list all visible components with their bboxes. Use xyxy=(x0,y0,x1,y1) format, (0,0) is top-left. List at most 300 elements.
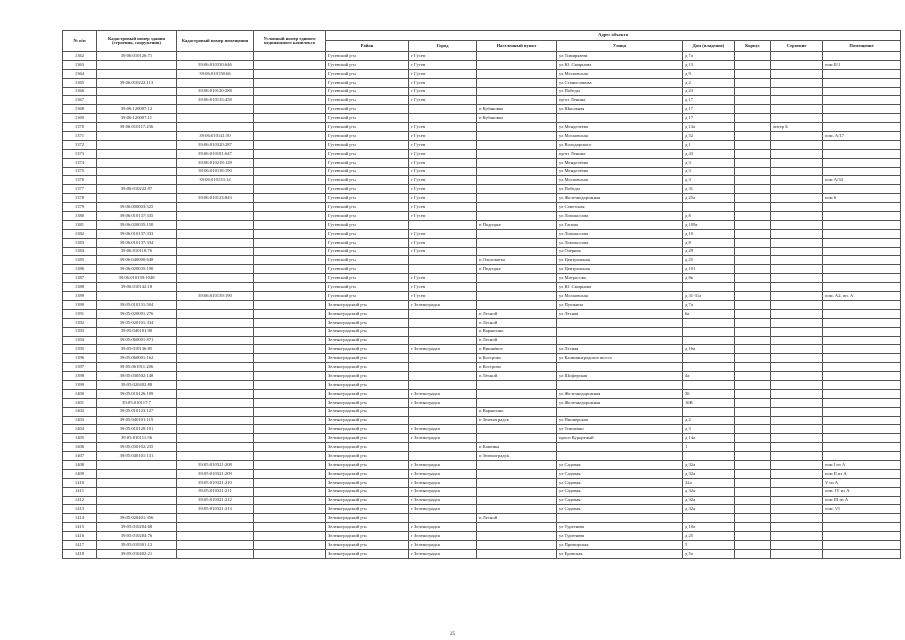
cell-room xyxy=(823,140,901,149)
cell-building-cad xyxy=(97,167,177,176)
cell-house: д 29 xyxy=(683,247,735,256)
cell-corpus xyxy=(735,363,771,372)
cell-room xyxy=(823,105,901,114)
table-row xyxy=(63,389,901,398)
cell-street: прoсп Курортный xyxy=(557,434,683,443)
cell-room-cad xyxy=(177,265,254,274)
cell-district: Гусевский р-н xyxy=(326,167,409,176)
cell-city: г Гусев xyxy=(409,229,477,238)
cell-num: 1366 xyxy=(63,87,97,96)
cell-street: ул Центральная xyxy=(557,256,683,265)
cell-house: д 13 xyxy=(683,60,735,69)
cell-room: пом II из А xyxy=(823,469,901,478)
cell-room-cad: 39:05:010321:209 xyxy=(177,469,254,478)
cell-building xyxy=(771,469,823,478)
cell-complex xyxy=(254,105,326,114)
cell-num: 1367 xyxy=(63,96,97,105)
cell-house: д 2 xyxy=(683,78,735,87)
cell-house: д 10а xyxy=(683,523,735,532)
cell-district: Гусевский р-н xyxy=(326,229,409,238)
cell-city: г Гусев xyxy=(409,149,477,158)
table-row xyxy=(63,469,901,478)
cell-room xyxy=(823,363,901,372)
cell-building-cad: 39:06:120007:12 xyxy=(97,105,177,114)
cell-street: ул Тургенева xyxy=(557,532,683,541)
cell-building-cad xyxy=(97,469,177,478)
cell-locality xyxy=(477,123,557,132)
cell-street xyxy=(557,407,683,416)
cell-building xyxy=(771,203,823,212)
cell-complex xyxy=(254,487,326,496)
cell-district: Зеленоградский р-н xyxy=(326,505,409,514)
cell-building-cad xyxy=(97,96,177,105)
cell-district: Гусевский р-н xyxy=(326,149,409,158)
cell-num: 1363 xyxy=(63,60,97,69)
cell-building xyxy=(771,212,823,221)
cell-district: Гусевский р-н xyxy=(326,185,409,194)
cell-city xyxy=(409,265,477,274)
col-city-header: Город xyxy=(409,41,477,52)
cell-district: Зеленоградский р-н xyxy=(326,434,409,443)
cell-room-cad xyxy=(177,203,254,212)
cell-room-cad: 39:06:010118:190 xyxy=(177,167,254,176)
cell-building xyxy=(771,407,823,416)
cell-street: ул Победы xyxy=(557,185,683,194)
cell-locality xyxy=(477,149,557,158)
cell-house: д 5а xyxy=(683,549,735,558)
cell-locality: п Лесной xyxy=(477,336,557,345)
cell-complex xyxy=(254,158,326,167)
cell-house xyxy=(683,203,735,212)
cell-num: 1368 xyxy=(63,105,97,114)
cell-street: пр-кт Ленина xyxy=(557,96,683,105)
col-building-cad-header: Кадастровый номер здания (строения, сооружения) xyxy=(97,31,177,52)
cell-building xyxy=(771,60,823,69)
cell-num: 1372 xyxy=(63,140,97,149)
cell-building xyxy=(771,105,823,114)
table-row xyxy=(63,185,901,194)
cell-room xyxy=(823,354,901,363)
cell-district: Гусевский р-н xyxy=(326,256,409,265)
cell-complex xyxy=(254,309,326,318)
cell-corpus xyxy=(735,185,771,194)
cell-complex xyxy=(254,292,326,301)
cell-building xyxy=(771,96,823,105)
cell-corpus xyxy=(735,469,771,478)
cell-building xyxy=(771,460,823,469)
cell-room-cad xyxy=(177,105,254,114)
cell-complex xyxy=(254,549,326,558)
cell-street: ул Московская xyxy=(557,292,683,301)
cell-room-cad: 39:06:010120:288 xyxy=(177,87,254,96)
cell-city: г Зеленоградск xyxy=(409,523,477,532)
cell-district: Зеленоградский р-н xyxy=(326,443,409,452)
table-row xyxy=(63,274,901,283)
cell-district: Гусевский р-н xyxy=(326,114,409,123)
cell-corpus xyxy=(735,256,771,265)
cell-house xyxy=(683,380,735,389)
cell-building-cad: 39:06:000003:525 xyxy=(97,203,177,212)
cell-complex xyxy=(254,114,326,123)
cell-room xyxy=(823,443,901,452)
cadastral-table xyxy=(62,30,901,559)
cell-corpus xyxy=(735,496,771,505)
cell-corpus xyxy=(735,532,771,541)
cell-corpus xyxy=(735,416,771,425)
cell-room xyxy=(823,238,901,247)
cell-corpus xyxy=(735,389,771,398)
cell-corpus xyxy=(735,194,771,203)
cell-room xyxy=(823,212,901,221)
cell-district: Гусевский р-н xyxy=(326,203,409,212)
cell-room-cad: 39:05:010321:213 xyxy=(177,505,254,514)
cell-room-cad xyxy=(177,523,254,532)
cell-num: 1418 xyxy=(63,549,97,558)
cell-num: 1401 xyxy=(63,398,97,407)
table-row xyxy=(63,372,901,381)
cell-district: Зеленоградский р-н xyxy=(326,540,409,549)
cell-house: 1 xyxy=(683,443,735,452)
cell-locality: п Лесной xyxy=(477,372,557,381)
cell-city: г Зеленоградск xyxy=(409,540,477,549)
col-locality-header: Населенный пункт xyxy=(477,41,557,52)
cell-complex xyxy=(254,540,326,549)
table-row xyxy=(63,283,901,292)
cell-street: ул Железнодорожная xyxy=(557,398,683,407)
cell-room-cad xyxy=(177,380,254,389)
cell-room xyxy=(823,274,901,283)
cell-num: 1391 xyxy=(63,309,97,318)
cell-corpus xyxy=(735,87,771,96)
cell-room xyxy=(823,327,901,336)
cell-building-cad: 39:05:010131:504 xyxy=(97,300,177,309)
cell-city: г Гусев xyxy=(409,96,477,105)
cell-building-cad: 39:06:010137:333 xyxy=(97,229,177,238)
cell-room-cad xyxy=(177,398,254,407)
cell-city xyxy=(409,256,477,265)
cell-building-cad: 39:05:010123:127 xyxy=(97,407,177,416)
col-complex-header: Условный номер единого недвижимого комплекса xyxy=(254,31,326,52)
cell-complex xyxy=(254,372,326,381)
cell-room xyxy=(823,452,901,461)
cell-locality xyxy=(477,425,557,434)
cell-complex xyxy=(254,354,326,363)
cell-district: Зеленоградский р-н xyxy=(326,327,409,336)
table-row xyxy=(63,87,901,96)
cell-district: Гусевский р-н xyxy=(326,78,409,87)
cell-city: г Зеленоградск xyxy=(409,300,477,309)
cell-corpus xyxy=(735,336,771,345)
cell-house: д 17 xyxy=(683,96,735,105)
cell-district: Зеленоградский р-н xyxy=(326,514,409,523)
col-building-header: Строение xyxy=(771,41,823,52)
cell-room xyxy=(823,309,901,318)
cell-num: 1386 xyxy=(63,265,97,274)
cell-corpus xyxy=(735,505,771,514)
cell-complex xyxy=(254,523,326,532)
cell-locality xyxy=(477,238,557,247)
cell-corpus xyxy=(735,69,771,78)
cell-locality xyxy=(477,140,557,149)
cell-room-cad xyxy=(177,229,254,238)
cell-city: г Гусев xyxy=(409,158,477,167)
cell-corpus xyxy=(735,132,771,141)
cell-city xyxy=(409,416,477,425)
table-row xyxy=(63,354,901,363)
cell-building-cad: 39:05:030502:148 xyxy=(97,372,177,381)
cell-locality xyxy=(477,549,557,558)
table-row xyxy=(63,229,901,238)
cell-building-cad: 39:05:010204:76 xyxy=(97,532,177,541)
cell-building xyxy=(771,185,823,194)
cell-district: Гусевский р-н xyxy=(326,87,409,96)
cell-locality xyxy=(477,212,557,221)
cell-district: Зеленоградский р-н xyxy=(326,380,409,389)
cell-street xyxy=(557,514,683,523)
cell-complex xyxy=(254,220,326,229)
cell-complex xyxy=(254,532,326,541)
cell-room xyxy=(823,185,901,194)
cell-district: Гусевский р-н xyxy=(326,220,409,229)
cell-num: 1410 xyxy=(63,478,97,487)
cell-house xyxy=(683,363,735,372)
cell-city xyxy=(409,318,477,327)
cell-city: г Гусев xyxy=(409,52,477,61)
cell-district: Гусевский р-н xyxy=(326,52,409,61)
cell-locality xyxy=(477,283,557,292)
cell-building xyxy=(771,229,823,238)
cell-complex xyxy=(254,514,326,523)
cell-num: 1395 xyxy=(63,345,97,354)
cell-city xyxy=(409,220,477,229)
cell-num: 1392 xyxy=(63,318,97,327)
cell-house: д 14а xyxy=(683,434,735,443)
cell-building xyxy=(771,354,823,363)
cell-complex xyxy=(254,247,326,256)
cell-locality xyxy=(477,487,557,496)
cell-building xyxy=(771,425,823,434)
cell-room xyxy=(823,380,901,389)
cell-room: пом. А/17 xyxy=(823,132,901,141)
cell-district: Зеленоградский р-н xyxy=(326,363,409,372)
cell-locality xyxy=(477,78,557,87)
cell-district: Зеленоградский р-н xyxy=(326,318,409,327)
cell-house: д 25а xyxy=(683,194,735,203)
cell-num: 1370 xyxy=(63,123,97,132)
cell-house xyxy=(683,327,735,336)
cell-room-cad xyxy=(177,256,254,265)
cell-room-cad: 39:06:010123:843 xyxy=(177,194,254,203)
cell-locality xyxy=(477,505,557,514)
cell-complex xyxy=(254,380,326,389)
cell-city: г Зеленоградск xyxy=(409,549,477,558)
cell-room-cad xyxy=(177,336,254,345)
cell-room-cad xyxy=(177,389,254,398)
cell-street: ул Центральная xyxy=(557,265,683,274)
cell-house: д 9 xyxy=(683,69,735,78)
cell-room-cad xyxy=(177,309,254,318)
cell-complex xyxy=(254,300,326,309)
cell-street xyxy=(557,114,683,123)
cell-street: ул Победы xyxy=(557,87,683,96)
cell-district: Зеленоградский р-н xyxy=(326,478,409,487)
table-row xyxy=(63,256,901,265)
table-row xyxy=(63,478,901,487)
cell-street xyxy=(557,452,683,461)
cell-locality: п Кубановка xyxy=(477,105,557,114)
cell-house: д 8в xyxy=(683,274,735,283)
cell-num: 1411 xyxy=(63,487,97,496)
cell-corpus xyxy=(735,52,771,61)
cell-room xyxy=(823,123,901,132)
cell-locality: п Вараксино xyxy=(477,407,557,416)
cell-corpus xyxy=(735,123,771,132)
cell-corpus xyxy=(735,523,771,532)
cell-num: 1385 xyxy=(63,256,97,265)
cell-corpus xyxy=(735,345,771,354)
cell-building xyxy=(771,140,823,149)
cell-district: Гусевский р-н xyxy=(326,132,409,141)
cell-house xyxy=(683,336,735,345)
cell-building xyxy=(771,265,823,274)
cell-locality: п Подгорье xyxy=(477,265,557,274)
cell-building xyxy=(771,69,823,78)
cell-street xyxy=(557,336,683,345)
cell-building-cad: 39:06:010137:334 xyxy=(97,238,177,247)
cell-street: ул Московская xyxy=(557,132,683,141)
cell-room-cad xyxy=(177,407,254,416)
cell-city xyxy=(409,407,477,416)
cell-num: 1375 xyxy=(63,167,97,176)
cell-corpus xyxy=(735,229,771,238)
cell-building-cad xyxy=(97,69,177,78)
cell-building-cad: 39:05:040101:90 xyxy=(97,327,177,336)
cell-corpus xyxy=(735,487,771,496)
cell-district: Зеленоградский р-н xyxy=(326,416,409,425)
cell-house xyxy=(683,452,735,461)
cell-room: пом А/34 xyxy=(823,176,901,185)
cell-locality xyxy=(477,60,557,69)
cell-street xyxy=(557,380,683,389)
cell-num: 1388 xyxy=(63,283,97,292)
cell-room-cad: 39:05:010321:211 xyxy=(177,487,254,496)
cell-city: г Зеленоградск xyxy=(409,460,477,469)
cell-house: д 31 xyxy=(683,185,735,194)
cell-room-cad: 39:06:010135:458 xyxy=(177,96,254,105)
cell-corpus xyxy=(735,105,771,114)
table-row xyxy=(63,460,901,469)
cell-num: 1389 xyxy=(63,292,97,301)
cell-room-cad: 39:06:010218:128 xyxy=(177,158,254,167)
cell-building-cad: 39:05:040101:119 xyxy=(97,416,177,425)
cell-city: г Гусев xyxy=(409,78,477,87)
cell-complex xyxy=(254,203,326,212)
cell-complex xyxy=(254,336,326,345)
cell-house: 32а xyxy=(683,478,735,487)
cell-num: 1396 xyxy=(63,354,97,363)
cell-house: 6а xyxy=(683,309,735,318)
cell-room-cad: 39:06:010330:646 xyxy=(177,60,254,69)
cell-room-cad xyxy=(177,114,254,123)
cell-building xyxy=(771,176,823,185)
cell-complex xyxy=(254,132,326,141)
cell-building-cad xyxy=(97,194,177,203)
cell-complex xyxy=(254,167,326,176)
cell-locality xyxy=(477,540,557,549)
cell-city xyxy=(409,514,477,523)
cell-building-cad xyxy=(97,158,177,167)
cell-building-cad: 39:05:020402:88 xyxy=(97,380,177,389)
cell-street: ул Шоферская xyxy=(557,372,683,381)
cell-building-cad: 39:05:010402:21 xyxy=(97,549,177,558)
table-row xyxy=(63,327,901,336)
cell-num: 1379 xyxy=(63,203,97,212)
cell-city xyxy=(409,443,477,452)
cell-district: Зеленоградский р-н xyxy=(326,389,409,398)
cell-building-cad: 39:05:010301:12 xyxy=(97,540,177,549)
table-body xyxy=(63,52,901,559)
cell-room-cad: 39:06:010141:50 xyxy=(177,132,254,141)
cell-complex xyxy=(254,425,326,434)
cell-room xyxy=(823,549,901,558)
cell-house: д 23 xyxy=(683,87,735,96)
cell-house: д 32а xyxy=(683,460,735,469)
cell-corpus xyxy=(735,114,771,123)
cell-house: д 32а xyxy=(683,487,735,496)
cell-corpus xyxy=(735,96,771,105)
cell-city: г Гусев xyxy=(409,132,477,141)
cell-city xyxy=(409,114,477,123)
cell-street xyxy=(557,443,683,452)
cell-corpus xyxy=(735,60,771,69)
cell-locality: п Кострово xyxy=(477,354,557,363)
cell-building xyxy=(771,327,823,336)
cell-locality: п Кострово xyxy=(477,363,557,372)
cell-room xyxy=(823,229,901,238)
cell-building-cad: 39:05:060001:162 xyxy=(97,354,177,363)
cell-building-cad xyxy=(97,87,177,96)
cell-num: 1390 xyxy=(63,300,97,309)
cell-street: ул Менделеева xyxy=(557,167,683,176)
cell-complex xyxy=(254,212,326,221)
cell-corpus xyxy=(735,292,771,301)
cell-locality xyxy=(477,496,557,505)
cell-building xyxy=(771,149,823,158)
cell-city: г Гусев xyxy=(409,238,477,247)
cell-corpus xyxy=(735,309,771,318)
cell-house: д 3 xyxy=(683,425,735,434)
cell-building xyxy=(771,549,823,558)
cell-street: ул Московская xyxy=(557,69,683,78)
cell-street: ул Ю. Смирнова xyxy=(557,60,683,69)
cell-complex xyxy=(254,96,326,105)
cell-building xyxy=(771,87,823,96)
cell-house: д 10 xyxy=(683,229,735,238)
cell-locality xyxy=(477,87,557,96)
cell-building xyxy=(771,416,823,425)
cell-corpus xyxy=(735,318,771,327)
cell-locality xyxy=(477,185,557,194)
cell-district: Гусевский р-н xyxy=(326,274,409,283)
cell-room: пом II/1 xyxy=(823,60,901,69)
cell-room xyxy=(823,514,901,523)
table-row xyxy=(63,487,901,496)
cell-room xyxy=(823,300,901,309)
cell-building-cad: 39:05:030102:235 xyxy=(97,443,177,452)
table-row xyxy=(63,247,901,256)
cell-room xyxy=(823,149,901,158)
cell-num: 1378 xyxy=(63,194,97,203)
